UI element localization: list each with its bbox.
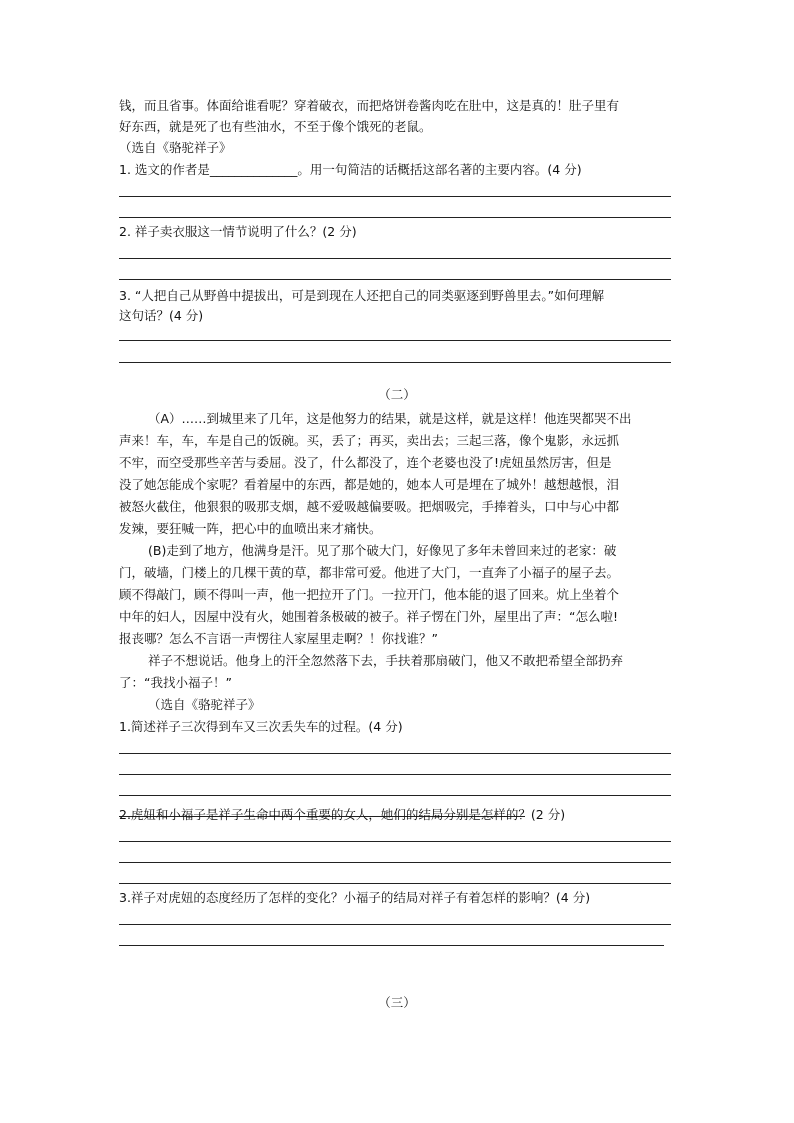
answer-line [119, 258, 671, 259]
passage-text-line: （A）……到城里来了几年，这是他努力的结果，就是这样，就是这样！他连哭都哭不出 [148, 411, 632, 426]
section-heading-3: （三） [378, 995, 416, 1010]
question-3: 3.祥子对虎妞的态度经历了怎样的变化？小福子的结局对祥子有着怎样的影响？(4 分) [119, 890, 591, 905]
passage-text-line: 不牢，而空受那些辛苦与委屈。没了，什么都没了，连个老婆也没了!虎妞虽然厉害，但是 [119, 455, 612, 470]
source-note: （选自《骆驼祥子》 [119, 140, 232, 155]
answer-line [119, 945, 664, 946]
question-1: 1. 选文的作者是______________。用一句简洁的话概括这部名著的主要内容。(4 分) [119, 162, 582, 177]
section-heading-2: （二） [378, 387, 416, 402]
question-3: 3. “人把自己从野兽中提拔出，可是到现在人还把自己的同类驱逐到野兽里去。”如何理解 [119, 288, 605, 303]
answer-line [119, 841, 671, 842]
question-2: 2. 祥子卖衣服这一情节说明了什么？(2 分) [119, 224, 357, 239]
passage-text-line: 祥子不想说话。他身上的汗全忽然落下去，手扶着那扇破门，他又不敢把希望全部扔弃 [148, 653, 624, 668]
passage-text-line: 没了她怎能成个家呢？看着屋中的东西，都是她的，她本人可是埋在了城外！越想越恨，泪 [119, 477, 620, 492]
answer-line [119, 883, 671, 884]
passage-text-line: 了：“我找小福子！” [119, 675, 232, 690]
answer-line [119, 279, 671, 280]
passage-text-line: 被怒火截住，他狠狠的吸那支烟，越不爱吸越偏要吸。把烟吸完，手捧着头，口中与心中都 [119, 499, 620, 514]
answer-line [119, 774, 671, 775]
question-2: 2.虎妞和小福子是祥子生命中两个重要的女人，她们的结局分别是怎样的？(2 分) [119, 807, 566, 822]
passage-text-line: 发辣，要狂喊一阵，把心中的血喷出来才痛快。 [119, 521, 382, 536]
source-note: （选自《骆驼祥子》 [148, 697, 261, 712]
passage-text-line: 钱，而且省事。体面给谁看呢？穿着破衣，而把烙饼卷酱肉吃在肚中，这是真的！肚子里有 [119, 98, 620, 113]
passage-text-line: 好东西，就是死了也有些油水，不至于像个饿死的老鼠。 [119, 119, 432, 134]
question-3-cont: 这句话？(4 分) [119, 308, 204, 323]
answer-line [119, 795, 671, 796]
answer-line [119, 217, 671, 218]
answer-line [119, 196, 671, 197]
answer-line [119, 340, 671, 341]
question-1: 1.简述祥子三次得到车又三次丢失车的过程。(4 分) [119, 719, 403, 734]
passage-text-line: 声来！车，车，车是自己的饭碗。买，丢了；再买，卖出去；三起三落，像个鬼影，永远抓 [119, 433, 620, 448]
answer-line [119, 862, 671, 863]
passage-text-line: 中年的妇人，因屋中没有火，她围着条极破的被子。祥子愣在门外，屋里出了声：“怎么啦! [119, 609, 618, 624]
passage-text-line: 顾不得敲门，顾不得叫一声，他一把拉开了门。一拉开门，他本能的退了回来。炕上坐着个 [119, 587, 620, 602]
answer-line [119, 362, 671, 363]
answer-line [119, 753, 671, 754]
passage-text-line: 报丧哪？怎么不言语一声愣往人家屋里走啊？！你找谁？” [119, 631, 438, 646]
passage-text-line: (B)走到了地方，他满身是汗。见了那个破大门，好像见了多年未曾回来过的老家：破 [148, 543, 617, 558]
answer-line [119, 924, 671, 925]
passage-text-line: 门，破墙，门楼上的几棵干黄的草，都非常可爱。他进了大门，一直奔了小福子的屋子去。 [119, 565, 620, 580]
